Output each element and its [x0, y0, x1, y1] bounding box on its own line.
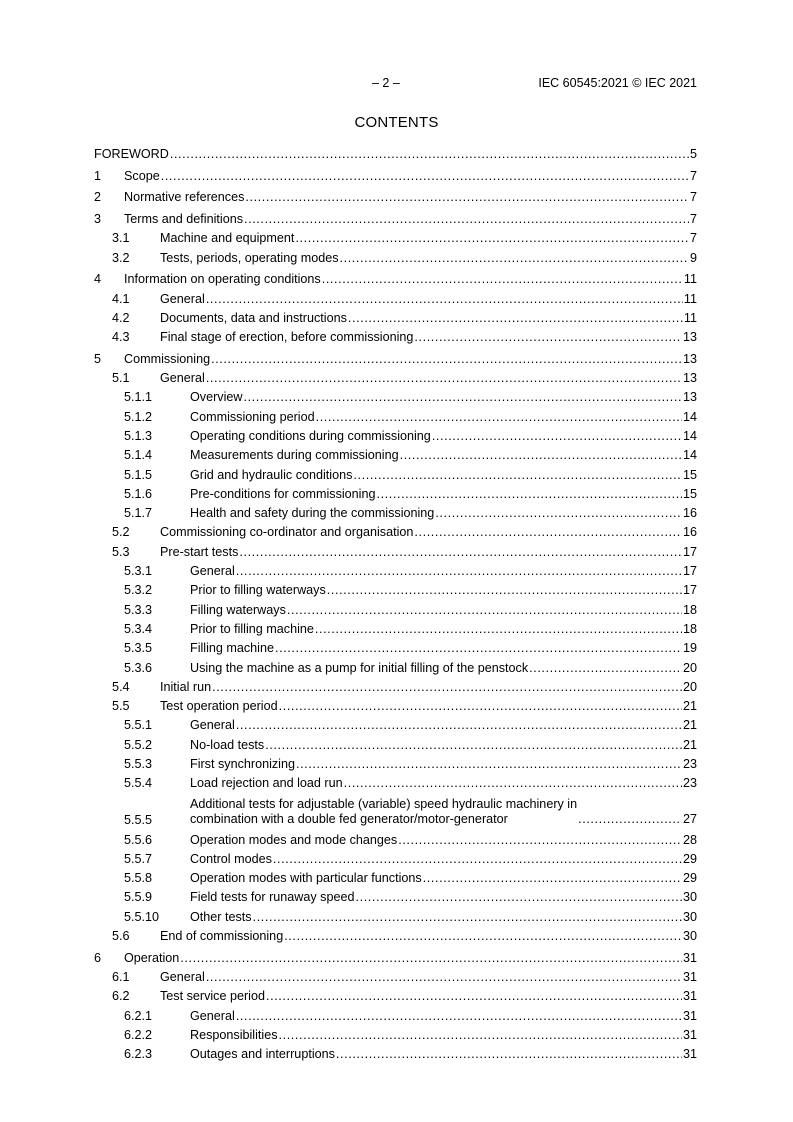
toc-entry-title: General: [190, 564, 235, 579]
toc-entry-page: 11: [683, 272, 697, 287]
toc-entry-page: 7: [689, 212, 697, 227]
page-number: – 2 –: [372, 76, 400, 90]
toc-entry[interactable]: [94, 831, 697, 850]
toc-entry-title: Filling waterways: [190, 602, 286, 617]
toc-entry-page: 21: [682, 737, 697, 752]
toc-entry-title: Overview: [190, 390, 243, 405]
toc-entry-page: 13: [682, 371, 697, 386]
toc-entry-title: Information on operating conditions: [124, 272, 321, 287]
dot-leader: [435, 506, 682, 521]
toc-entry-number: 5.1.1: [124, 390, 153, 405]
toc-entry-number: 5.3.5: [124, 641, 153, 656]
dot-leader: [211, 352, 682, 367]
dot-leader: [206, 371, 682, 386]
toc-entry-page: 7: [689, 168, 697, 183]
toc-entry[interactable]: [94, 563, 697, 582]
dot-leader: [284, 929, 682, 944]
toc-entry-title: Test service period: [160, 989, 265, 1004]
toc-entry-title: No-load tests: [190, 737, 265, 752]
toc-entry[interactable]: [94, 370, 697, 389]
toc-entry-title: FOREWORD: [94, 147, 169, 162]
toc-entry-number: 5.1.7: [124, 506, 153, 521]
page-title: CONTENTS: [354, 114, 439, 131]
toc-entry[interactable]: [94, 621, 697, 640]
toc-entry-page: 13: [682, 390, 697, 405]
toc-entry-title: Initial run: [160, 679, 212, 694]
toc-entry[interactable]: [94, 447, 697, 466]
toc-entry[interactable]: [94, 466, 697, 485]
toc-entry-number: 5.6: [112, 929, 130, 944]
toc-entry[interactable]: [94, 329, 697, 348]
dot-leader: [245, 190, 689, 205]
toc-entry-number: 6: [94, 950, 102, 965]
dot-leader: [266, 989, 682, 1004]
toc-entry[interactable]: [94, 486, 697, 505]
toc-entry-number: 5.3.1: [124, 564, 153, 579]
dot-leader: [316, 410, 682, 425]
toc-entry-page: 7: [689, 190, 697, 205]
toc-entry[interactable]: [94, 988, 697, 1007]
toc-entry-page: 7: [689, 231, 697, 246]
toc-entry-page: 14: [682, 409, 697, 424]
toc-entry[interactable]: [94, 524, 697, 543]
toc-entry-page: 31: [682, 1047, 697, 1062]
toc-entry[interactable]: [94, 679, 697, 698]
toc-entry-number: 5.5.4: [124, 776, 153, 791]
toc-entry-page: 28: [682, 832, 697, 847]
dot-leader: [296, 757, 682, 772]
toc-entry-number: 1: [94, 168, 102, 183]
toc-entry[interactable]: [94, 249, 697, 268]
toc-entry-number: 5.1.6: [124, 486, 153, 501]
toc-entry-number: 2: [94, 190, 102, 205]
toc-entry-page: 23: [682, 756, 697, 771]
toc-entry[interactable]: [94, 698, 697, 717]
dot-leader: [253, 910, 682, 925]
toc-entry-title: Operating conditions during commissioning: [190, 428, 431, 443]
toc-entry-title: Operation modes and mode changes: [190, 832, 398, 847]
toc-entry[interactable]: [94, 794, 697, 831]
toc-entry[interactable]: [94, 928, 697, 947]
toc-entry-number: 5.1.3: [124, 428, 153, 443]
toc-entry-number: 5.1.2: [124, 409, 153, 424]
toc-entry-number: 5.3.4: [124, 621, 153, 636]
toc-entry-title: Filling machine: [190, 641, 274, 656]
toc-entry-number: 4.2: [112, 310, 130, 325]
dot-leader: [322, 272, 683, 287]
dot-leader: [279, 1028, 682, 1043]
dot-leader: [295, 231, 689, 246]
toc-entry-page: 13: [682, 330, 697, 345]
toc-entry-number: 5.5.5: [124, 813, 153, 828]
toc-entry[interactable]: [94, 717, 697, 736]
toc-entry[interactable]: [94, 736, 697, 755]
dot-leader: [353, 468, 682, 483]
dot-leader: [275, 641, 682, 656]
toc-entry[interactable]: [94, 889, 697, 908]
toc-entry-page: 16: [682, 525, 697, 540]
toc-entry[interactable]: [94, 1007, 697, 1026]
toc-entry-number: 4.3: [112, 330, 130, 345]
toc-entry-title: General: [160, 371, 205, 386]
toc-entry-number: 6.2.1: [124, 1008, 153, 1023]
toc-entry[interactable]: [94, 408, 697, 427]
toc-entry-page: 29: [682, 851, 697, 866]
toc-entry[interactable]: [94, 908, 697, 927]
dot-leader: [398, 833, 682, 848]
toc-entry-title: Commissioning period: [190, 409, 315, 424]
dot-leader: [287, 603, 682, 618]
toc-entry-number: 3.2: [112, 250, 130, 265]
toc-entry-title: Normative references: [124, 190, 245, 205]
toc-entry-page: 15: [682, 467, 697, 482]
toc-entry-title: Using the machine as a pump for initial filling of the penstock: [190, 660, 529, 675]
toc-entry[interactable]: [94, 870, 697, 889]
dot-leader: [432, 429, 682, 444]
toc-entry-title: Terms and definitions: [124, 212, 244, 227]
toc-entry-page: 9: [689, 250, 697, 265]
dot-leader: [236, 564, 682, 579]
dot-leader: [356, 890, 682, 905]
toc-entry-page: 17: [682, 544, 697, 559]
toc-entry-page: 5: [689, 147, 697, 162]
toc-entry[interactable]: [94, 389, 697, 408]
toc-entry-page: 20: [682, 679, 697, 694]
toc-entry[interactable]: [94, 582, 697, 601]
toc-entry[interactable]: [94, 350, 697, 369]
toc-entry-page: 31: [682, 989, 697, 1004]
dot-leader: [327, 583, 682, 598]
toc-entry-number: 5.3.2: [124, 583, 153, 598]
toc-entry-number: 4.1: [112, 291, 130, 306]
toc-entry-page: 30: [682, 929, 697, 944]
dot-leader: [243, 390, 682, 405]
toc-entry-number: 5.5.6: [124, 832, 153, 847]
toc-entry[interactable]: [94, 640, 697, 659]
toc-entry-number: 6.2: [112, 989, 130, 1004]
toc-entry-title: Control modes: [190, 851, 272, 866]
toc-entry[interactable]: [94, 601, 697, 620]
dot-leader: [344, 776, 682, 791]
toc-entry-title: Outages and interruptions: [190, 1047, 335, 1062]
toc-entry-number: 5: [94, 351, 102, 366]
dot-leader: [279, 699, 682, 714]
toc-entry-title: General: [160, 969, 205, 984]
toc-entry-number: 5.4: [112, 679, 130, 694]
dot-leader: [414, 330, 682, 345]
dot-leader: [348, 311, 683, 326]
toc-entry-page: 31: [682, 1027, 697, 1042]
toc-entry-number: 6.2.2: [124, 1027, 153, 1042]
toc-entry-title: Other tests: [190, 909, 252, 924]
toc-entry-number: 5.3.3: [124, 602, 153, 617]
toc-entry-title: Pre-conditions for commissioning: [190, 486, 376, 501]
toc-entry-page: 23: [682, 776, 697, 791]
toc-entry[interactable]: [94, 756, 697, 775]
toc-entry-number: 5.3.6: [124, 660, 153, 675]
dot-leader: [578, 812, 682, 827]
toc-entry-page: 18: [682, 602, 697, 617]
toc-entry[interactable]: [94, 949, 697, 968]
toc-entry-page: 27: [682, 812, 697, 827]
toc-entry[interactable]: [94, 310, 697, 329]
toc-entry-title: Responsibilities: [190, 1027, 278, 1042]
toc-entry-title: Load rejection and load run: [190, 776, 343, 791]
toc-entry-number: 6.2.3: [124, 1047, 153, 1062]
dot-leader: [170, 147, 689, 162]
dot-leader: [340, 251, 689, 266]
toc-entry-page: 13: [682, 351, 697, 366]
dot-leader: [376, 487, 682, 502]
toc-entry-number: 5.5.10: [124, 909, 160, 924]
document-id: IEC 60545:2021 © IEC 2021: [538, 76, 697, 90]
toc-entry[interactable]: [94, 659, 697, 678]
dot-leader: [336, 1047, 682, 1062]
dot-leader: [273, 852, 682, 867]
toc-entry[interactable]: [94, 428, 697, 447]
dot-leader: [265, 738, 682, 753]
dot-leader: [244, 212, 689, 227]
dot-leader: [212, 680, 682, 695]
toc-entry[interactable]: [94, 189, 697, 208]
toc-entry-title: End of commissioning: [160, 929, 284, 944]
dot-leader: [315, 622, 682, 637]
toc-entry-title: Scope: [124, 168, 160, 183]
dot-leader: [206, 970, 682, 985]
toc-entry[interactable]: [94, 1046, 697, 1065]
dot-leader: [161, 169, 689, 184]
toc-entry[interactable]: [94, 1027, 697, 1046]
toc-entry-title: Health and safety during the commissioning: [190, 506, 435, 521]
toc-entry-title: Field tests for runaway speed: [190, 890, 355, 905]
toc-entry-number: 3.1: [112, 231, 130, 246]
toc-entry-number: 5.5: [112, 699, 130, 714]
toc-entry-title: Test operation period: [160, 699, 278, 714]
dot-leader: [400, 448, 682, 463]
toc-entry-page: 11: [683, 291, 697, 306]
dot-leader: [529, 661, 682, 676]
dot-leader: [180, 951, 682, 966]
toc-entry-title: General: [190, 718, 235, 733]
dot-leader: [236, 1009, 682, 1024]
toc-entry-title: Operation: [124, 950, 180, 965]
toc-entry-title: Grid and hydraulic conditions: [190, 467, 353, 482]
toc-entry-page: 30: [682, 890, 697, 905]
dot-leader: [236, 718, 682, 733]
toc-entry-title: Commissioning: [124, 351, 211, 366]
toc-entry-page: 14: [682, 428, 697, 443]
toc-entry-number: 5.2: [112, 525, 130, 540]
toc-entry-page: 31: [682, 969, 697, 984]
toc-entry-page: 18: [682, 621, 697, 636]
toc-entry-number: 5.3: [112, 544, 130, 559]
toc-entry[interactable]: [94, 505, 697, 524]
toc-entry-page: 11: [683, 310, 697, 325]
toc-entry-title: Operation modes with particular functions: [190, 871, 422, 886]
toc-entry-title: General: [190, 1008, 235, 1023]
toc-entry-page: 21: [682, 699, 697, 714]
toc-entry-number: 5.5.3: [124, 756, 153, 771]
toc-entry-page: 19: [682, 641, 697, 656]
toc-entry[interactable]: [94, 146, 697, 165]
toc-entry-title: First synchronizing: [190, 756, 295, 771]
toc-entry-title: Additional tests for adjustable (variable) speed hydraulic machinery in combination with a double fed generator/motor-generator: [190, 797, 578, 827]
toc-entry-page: 31: [682, 950, 697, 965]
toc-entry-title: Measurements during commissioning: [190, 448, 399, 463]
toc-entry-number: 5.5.1: [124, 718, 153, 733]
toc-entry-number: 5.1: [112, 371, 130, 386]
toc-entry-page: 17: [682, 583, 697, 598]
toc-entry-number: 3: [94, 212, 102, 227]
toc-entry-page: 21: [682, 718, 697, 733]
toc-entry[interactable]: [94, 290, 697, 309]
toc-entry-title: Machine and equipment: [160, 231, 295, 246]
toc-entry-page: 29: [682, 871, 697, 886]
toc-entry[interactable]: [94, 271, 697, 290]
toc-entry-page: 17: [682, 564, 697, 579]
toc-entry-number: 6.1: [112, 969, 130, 984]
dot-leader: [239, 545, 682, 560]
toc-entry-title: Commissioning co-ordinator and organisation: [160, 525, 414, 540]
toc-entry[interactable]: [94, 969, 697, 988]
toc-entry-number: 5.5.7: [124, 851, 153, 866]
toc-entry-page: 31: [682, 1008, 697, 1023]
toc-entry-number: 5.5.8: [124, 871, 153, 886]
toc-entry-title: Final stage of erection, before commissioning: [160, 330, 414, 345]
toc-entry-number: 4: [94, 272, 102, 287]
toc-entry-page: 20: [682, 660, 697, 675]
toc-entry-number: 5.5.9: [124, 890, 153, 905]
toc-entry[interactable]: [94, 211, 697, 230]
page-header: [0, 76, 793, 92]
toc-entry[interactable]: [94, 168, 697, 187]
toc-entry[interactable]: [94, 851, 697, 870]
toc-entry-title: General: [160, 291, 205, 306]
toc-entry-title: Tests, periods, operating modes: [160, 250, 339, 265]
toc-entry-number: 5.1.4: [124, 448, 153, 463]
dot-leader: [423, 871, 682, 886]
toc-entry-number: 5.5.2: [124, 737, 153, 752]
toc-entry-title: Prior to filling waterways: [190, 583, 326, 598]
toc-entry-page: 14: [682, 448, 697, 463]
toc-entry-page: 15: [682, 486, 697, 501]
dot-leader: [414, 525, 682, 540]
toc-entry-number: 5.1.5: [124, 467, 153, 482]
toc-entry[interactable]: [94, 230, 697, 249]
toc-entry[interactable]: [94, 775, 697, 794]
toc-entry-page: 30: [682, 909, 697, 924]
toc-entry-title: Pre-start tests: [160, 544, 239, 559]
toc-entry[interactable]: [94, 543, 697, 562]
toc-entry-title: Documents, data and instructions: [160, 310, 347, 325]
toc-entry-title: Prior to filling machine: [190, 621, 314, 636]
table-of-contents: [94, 146, 697, 1065]
toc-entry-page: 16: [682, 506, 697, 521]
dot-leader: [206, 292, 683, 307]
